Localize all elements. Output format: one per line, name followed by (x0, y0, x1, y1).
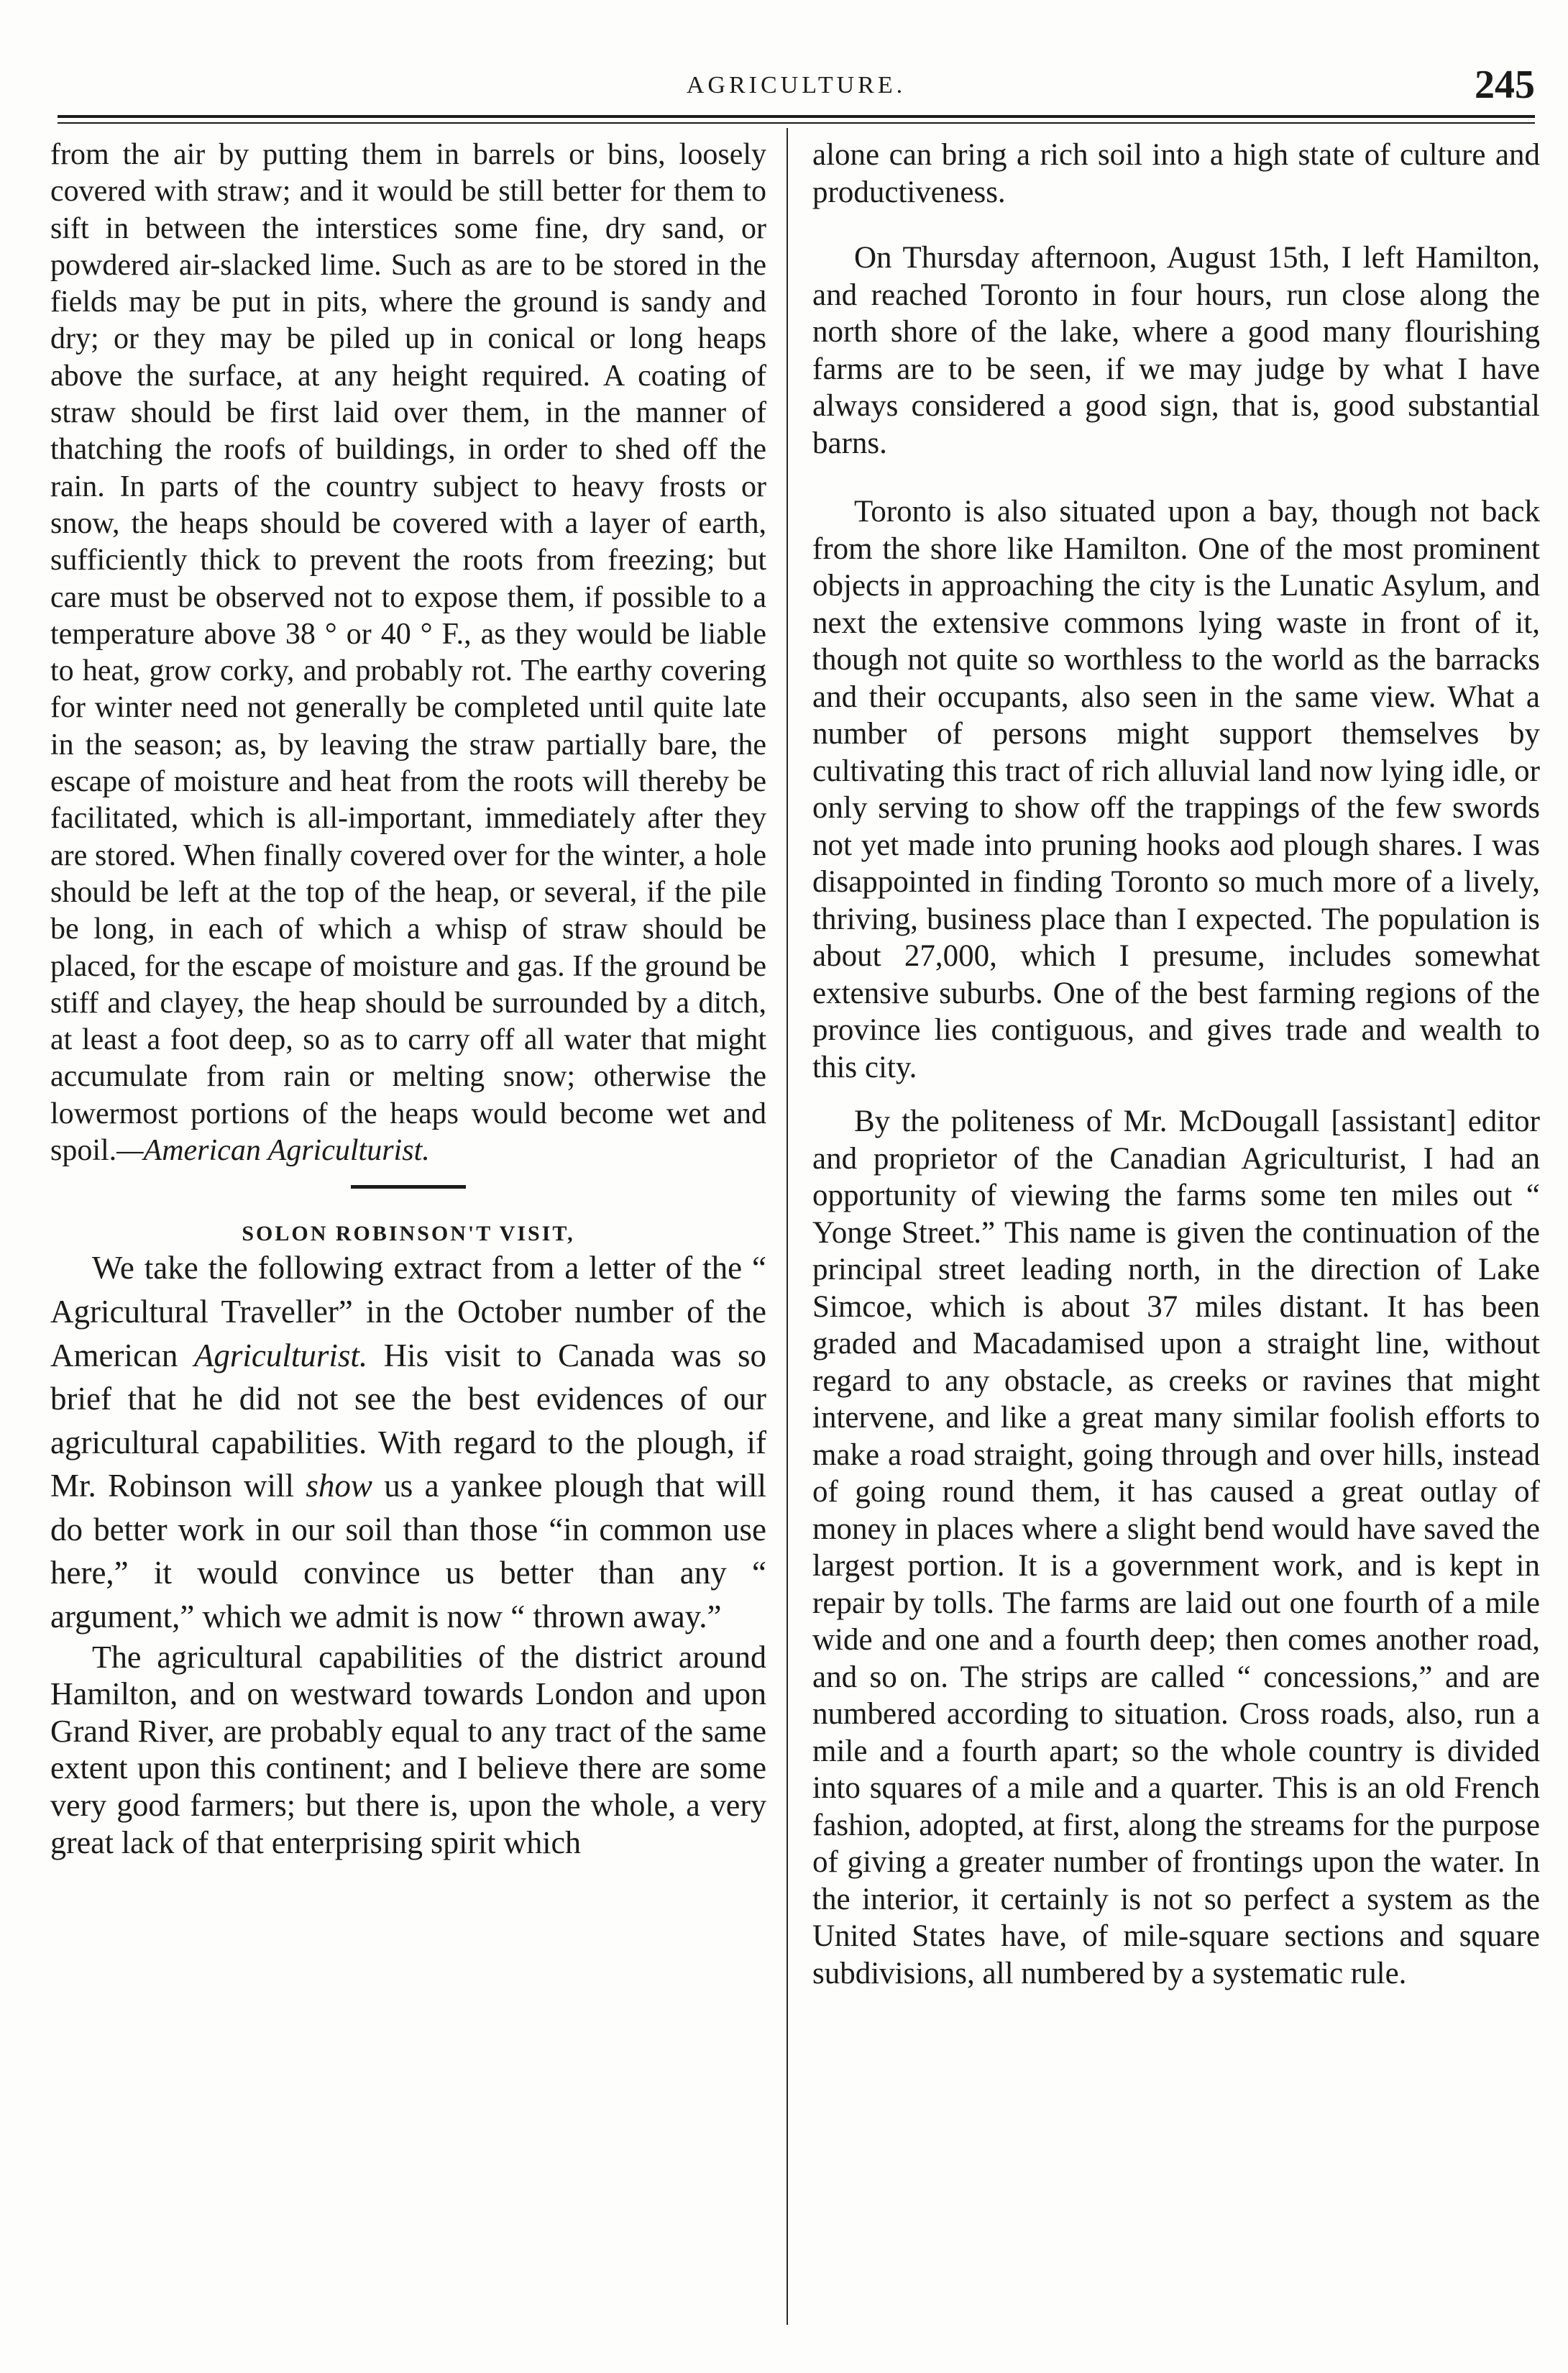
page-header (58, 62, 1535, 112)
intro-paragraph (50, 1246, 766, 1638)
right-paragraph-3: Toronto is also situated upon a bay, though not back from the shore like Hamilton. One of the most prominent objects in approaching the city is the Lunatic Asylum, and next the extensive commons lying waste in front of it, though not quite so worthless to the world as the barracks and their occupants, also seen in the same view. What a number of persons might support themselves by cultivating this tract of rich alluvial land now lying idle, or only serving to show off the trappings of the few swords not yet made into pruning hooks aod plough shares. I was disappointed in finding Toronto so much more of a lively, thriving, business place than I expected. The population is about 27,000, which I presume, includes somewhat extensive suburbs. One of the best farming regions of the province lies contiguous, and gives trade and wealth to this city. (812, 495, 1540, 1084)
quote-paragraph: The agricultural capabilities of the district around Hamilton, and on westward towards London and upon Grand River, are probably equal to any tract of the same extent upon this continent; and I believe there are some very good farmers; but there is, upon the whole, a very great lack of that enterprising spirit which (50, 1639, 766, 1860)
header-rule-thick (58, 115, 1535, 118)
right-paragraph-4: By the politeness of Mr. McDougall [assistant] editor and proprietor of the Canadian Agriculturist, I had an opportunity of viewing the farms some ten miles out “ Yonge Street.” This name is given the continuation of the principal street leading north, in the direction of Lake Simcoe, which is about 37 miles distant. It has been graded and Macadamised upon a straight line, without regard to any obstacle, as creeks or ravines that might intervene, and like a great many similar foolish efforts to make a road straight, going through and over hills, instead of going round them, it has caused a great outlay of money in places where a slight bend would have saved the largest portion. It is a government work, and is kept in repair by tolls. The farms are laid out one fourth of a mile wide and one and a fourth deep; then comes another road, and so on. The strips are called “ concessions,” and are numbered according to situation. Cross roads, also, run a mile and a fourth apart; so the whole country is divided into squares of a mile and a quarter. This is an old French fashion, adopted, at first, along the streams for the purpose of giving a greater number of frontings upon the water. In the interior, it certainly is not so perfect a system as the United States have, of mile-square sections and square subdivisions, all numbered by a systematic rule. (812, 1105, 1540, 1990)
column-divider (787, 128, 788, 2325)
right-paragraph-1: alone can bring a rich soil into a high state of culture and productiveness. (812, 138, 1540, 209)
intro-text-b: His visit to Canada was so brief that he did not see the best evidences of our agricultural capabilities. With regard to the plough, if Mr. Robinson will (50, 1337, 766, 1504)
intro-emphasis-a: Agriculturist. (193, 1337, 368, 1373)
citation: —American Agriculturist. (116, 1134, 430, 1168)
continued-paragraph (50, 137, 766, 1169)
continued-paragraph-text: from the air by putting them in barrels or bins, loosely covered with straw; and it would be still better for them to sift in between the interstices some fine, dry sand, or powdered air-slacked lime. Such as are to be stored in the fields may be put in pits, where the ground is sandy and dry; or they may be piled up in conical or long heaps above the surface, at any height required. A coating of straw should be first laid over them, in the manner of thatching the roofs of buildings, in order to shed off the rain. In parts of the country subject to heavy frosts or snow, the heaps should be covered with a layer of earth, sufficiently thick to prevent the roots from freezing; but care must be observed not to expose them, if possible to a temperature above 38 ° or 40 ° F., as they would be liable to heat, grow corky, and probably rot. The earthy covering for winter need not generally be completed until quite late in the season; as, by leaving the straw partially bare, the escape of moisture and heat from the roots will thereby be facilitated, which is all-important, immediately after they are stored. When finally covered over for the winter, a hole should be left at the top of the heap, or several, if the pile be long, in each of which a whisp of straw should be placed, for the escape of moisture and gas. If the ground be stiff and clayey, the heap should be surrounded by a ditch, at least a foot deep, so as to carry off all water that might accumulate from rain or melting snow; otherwise the lowermost portions of the heaps would become wet and spoil. (50, 138, 766, 1168)
left-column (50, 137, 766, 1861)
running-head: AGRICULTURE. (686, 72, 907, 99)
right-paragraph-2: On Thursday afternoon, August 15th, I left Hamilton, and reached Toronto in four hours, run close along the north shore of the lake, where a good many flourishing farms are to be seen, if we may judge by what I have always considered a good sign, that is, good substantial barns. (812, 241, 1540, 460)
intro-emphasis-b: show (306, 1468, 372, 1504)
page-number: 245 (1475, 63, 1535, 107)
intro-text-c: us a yankee plough that will do better work in our soil than those “in common use here,” it would convince us better than any “ argument,” which we admit is now “ thrown away.” (50, 1468, 766, 1635)
article-title: SOLON ROBINSON'T VISIT, (242, 1222, 575, 1246)
header-rule-thin (58, 122, 1535, 124)
intro-text-a: We take the following extract from a letter of the “ Agricultural Traveller” in the October number of the American (50, 1250, 766, 1373)
right-column (812, 137, 1540, 1992)
